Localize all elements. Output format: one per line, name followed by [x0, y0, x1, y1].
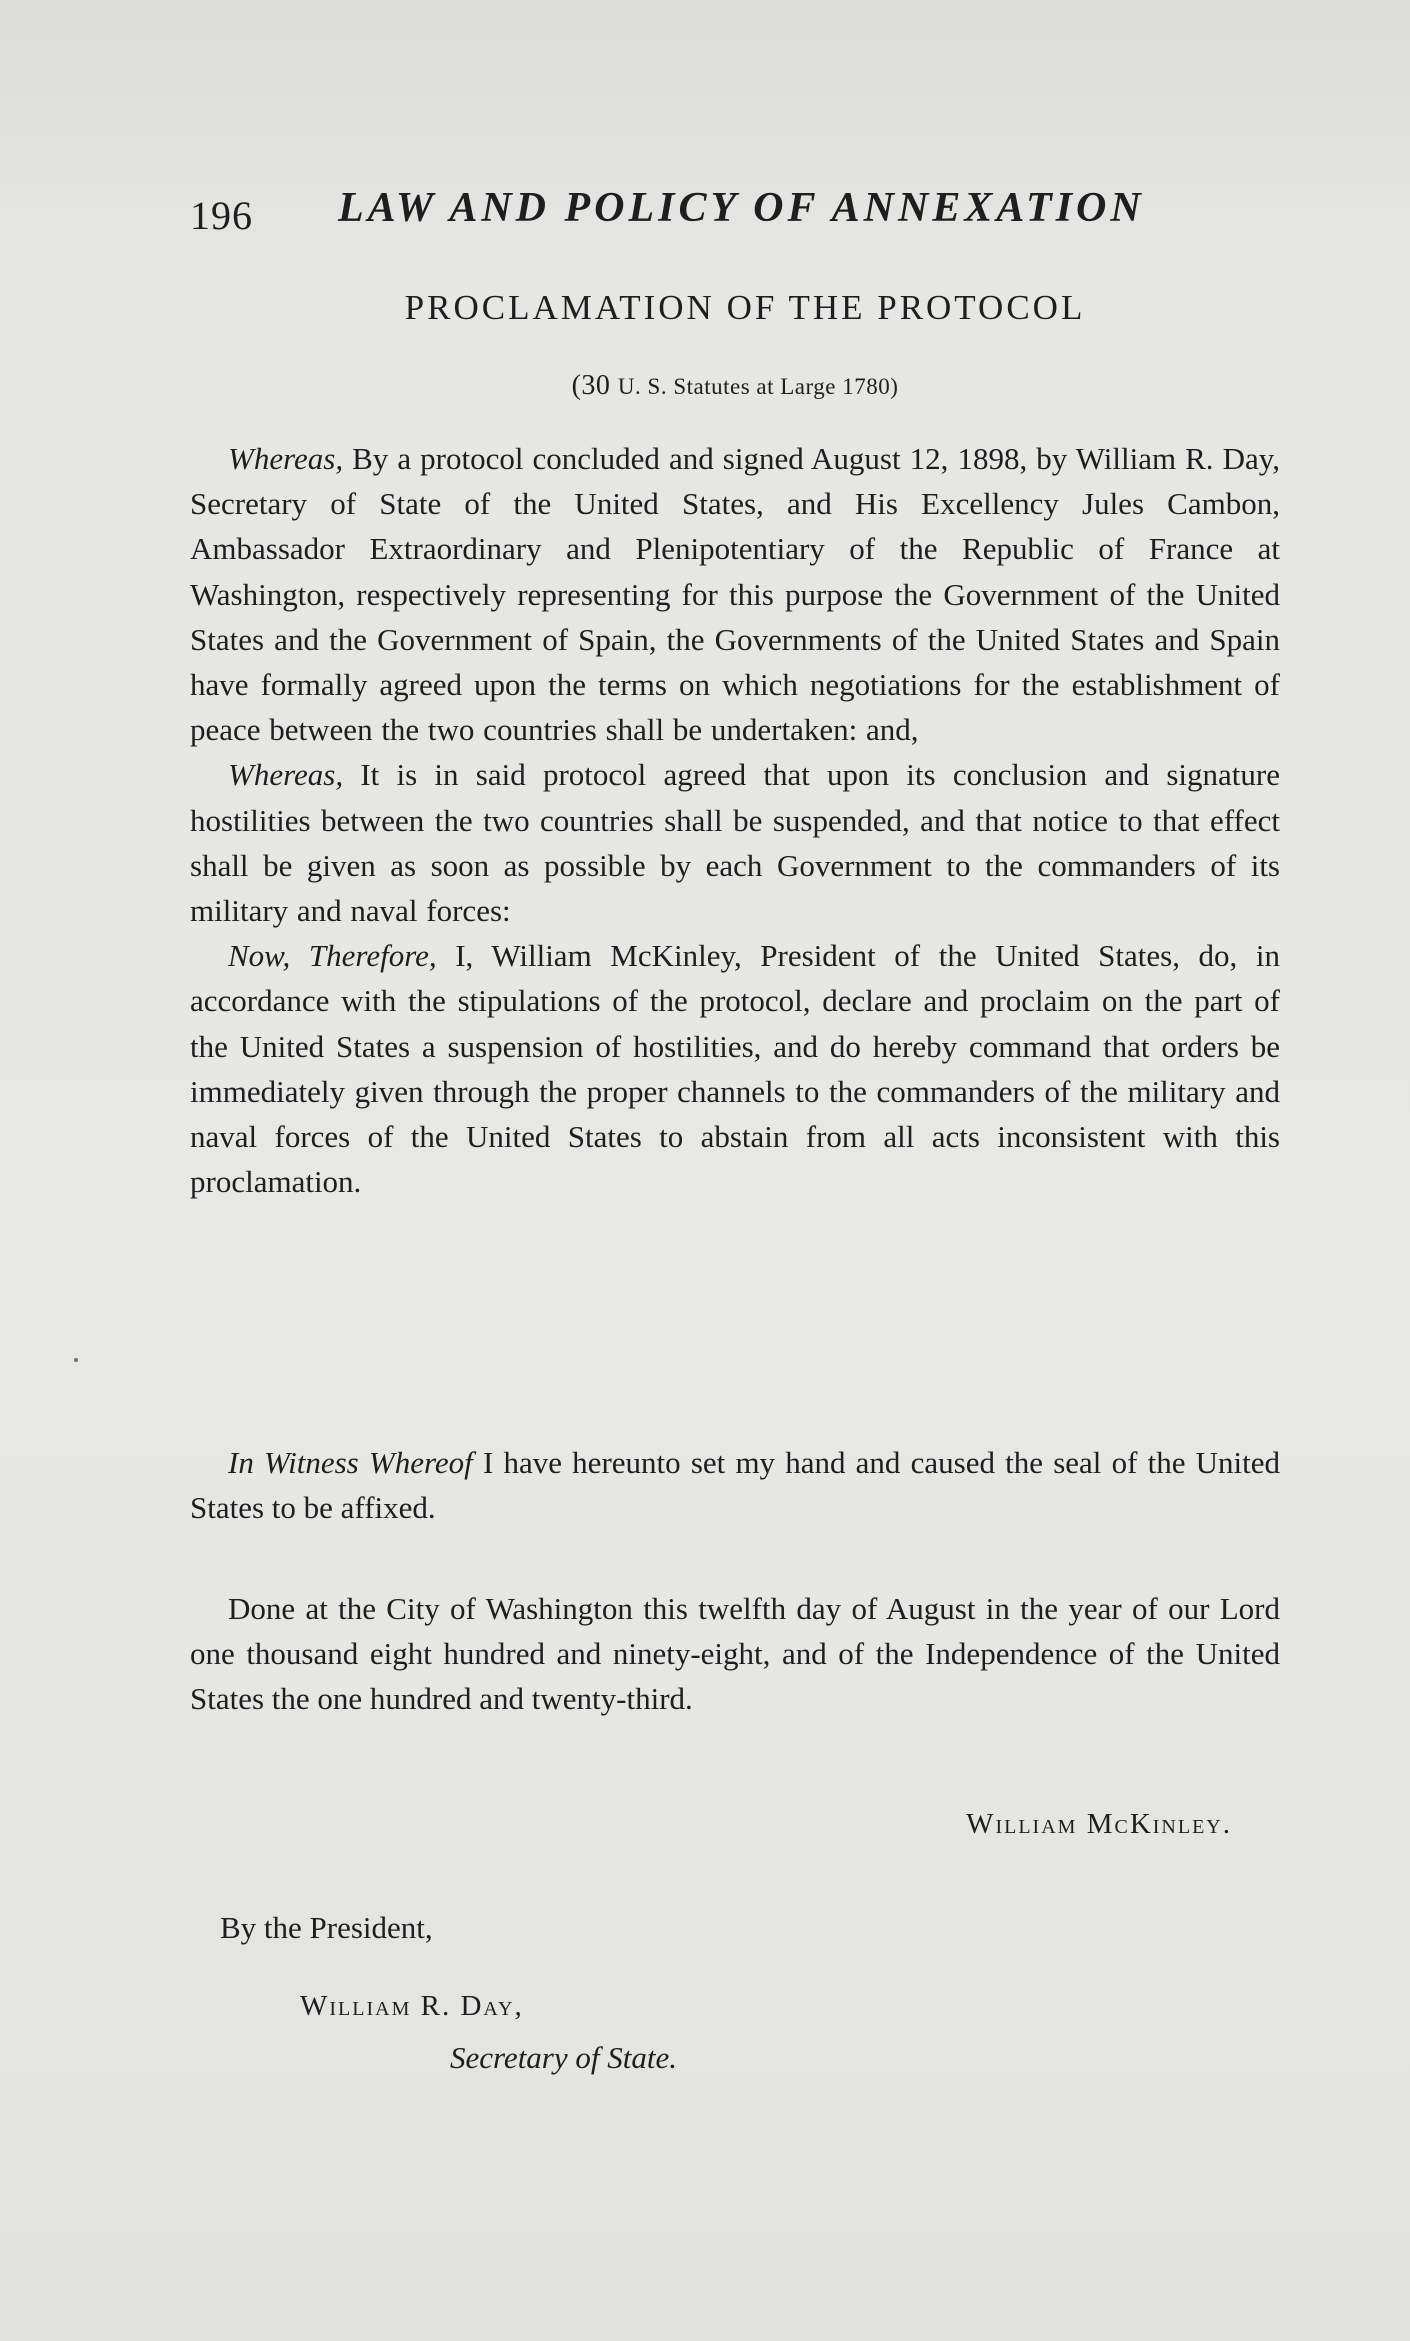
- paragraph-whereas-1: [190, 436, 1280, 752]
- paragraph-text: I, William McKinley, President of the United States, do, in accordance with the stipulations of the protocol, declare and proclaim on the part of the United States a suspension of hostilities, and do hereby command that orders be immediately given through the proper channels to the commanders of the military and naval forces of the United States to abstain from all acts inconsistent with this proclamation.: [190, 938, 1281, 1200]
- witness-clause: [190, 1440, 1280, 1530]
- paragraph-text: By a protocol concluded and signed August 12, 1898, by William R. Day, Secretary of State of the United States, and His Excellency Jules Cambon, Ambassador Extraordinary and Plenipotentiary of the Republic of France at Washington, respectively representing for this purpose the Government of the United States and the Government of Spain, the Governments of the United States and Spain have formally agreed upon the terms on which negotiations for the establishment of peace between the two countries shall be undertaken: and,: [190, 441, 1280, 748]
- page-header: [190, 180, 1280, 250]
- witness-paragraph: [190, 1440, 1280, 1530]
- secretary-title: Secretary of State.: [450, 2040, 677, 2075]
- paragraph-now-therefore: [190, 933, 1280, 1204]
- president-signature: William McKinley.: [966, 1808, 1232, 1840]
- statute-citation: [190, 370, 1280, 402]
- running-title: LAW AND POLICY OF ANNEXATION: [338, 185, 1145, 231]
- witness-text: I have hereunto set my hand and caused the seal of the United States to be affixed.: [190, 1445, 1281, 1526]
- citation-rest: Statutes at Large 1780): [667, 374, 899, 399]
- page-number: 196: [190, 193, 253, 238]
- paragraph-whereas-2: [190, 752, 1280, 933]
- witness-lead: In Witness Whereof: [228, 1445, 473, 1480]
- secretary-name: William R. Day,: [300, 1990, 524, 2022]
- paragraph-lead: Whereas,: [228, 757, 344, 793]
- paper-speck: [74, 1358, 78, 1362]
- citation-us: U. S.: [617, 374, 668, 399]
- proclamation-title: PROCLAMATION OF THE PROTOCOL: [404, 288, 1086, 327]
- dating-clause: [190, 1586, 1280, 1722]
- paragraph-lead: Whereas,: [228, 441, 344, 476]
- paragraph-lead: Now, Therefore,: [228, 938, 437, 974]
- citation-open: (30: [571, 370, 618, 401]
- paragraph-text: It is in said protocol agreed that upon its conclusion and signature hostilities between the two countries shall be suspended, and that notice to that effect shall be given as soon as possible by each Government to the commanders of its military and naval forces:: [190, 757, 1280, 929]
- by-the-president: By the President,: [220, 1910, 433, 1945]
- proclamation-body: [190, 436, 1280, 1204]
- done-paragraph: Done at the City of Washington this twelfth day of August in the year of our Lord one thousand eight hundred and ninety-eight, and of the Independence of the United States the one hundred and twenty-third.: [190, 1591, 1280, 1717]
